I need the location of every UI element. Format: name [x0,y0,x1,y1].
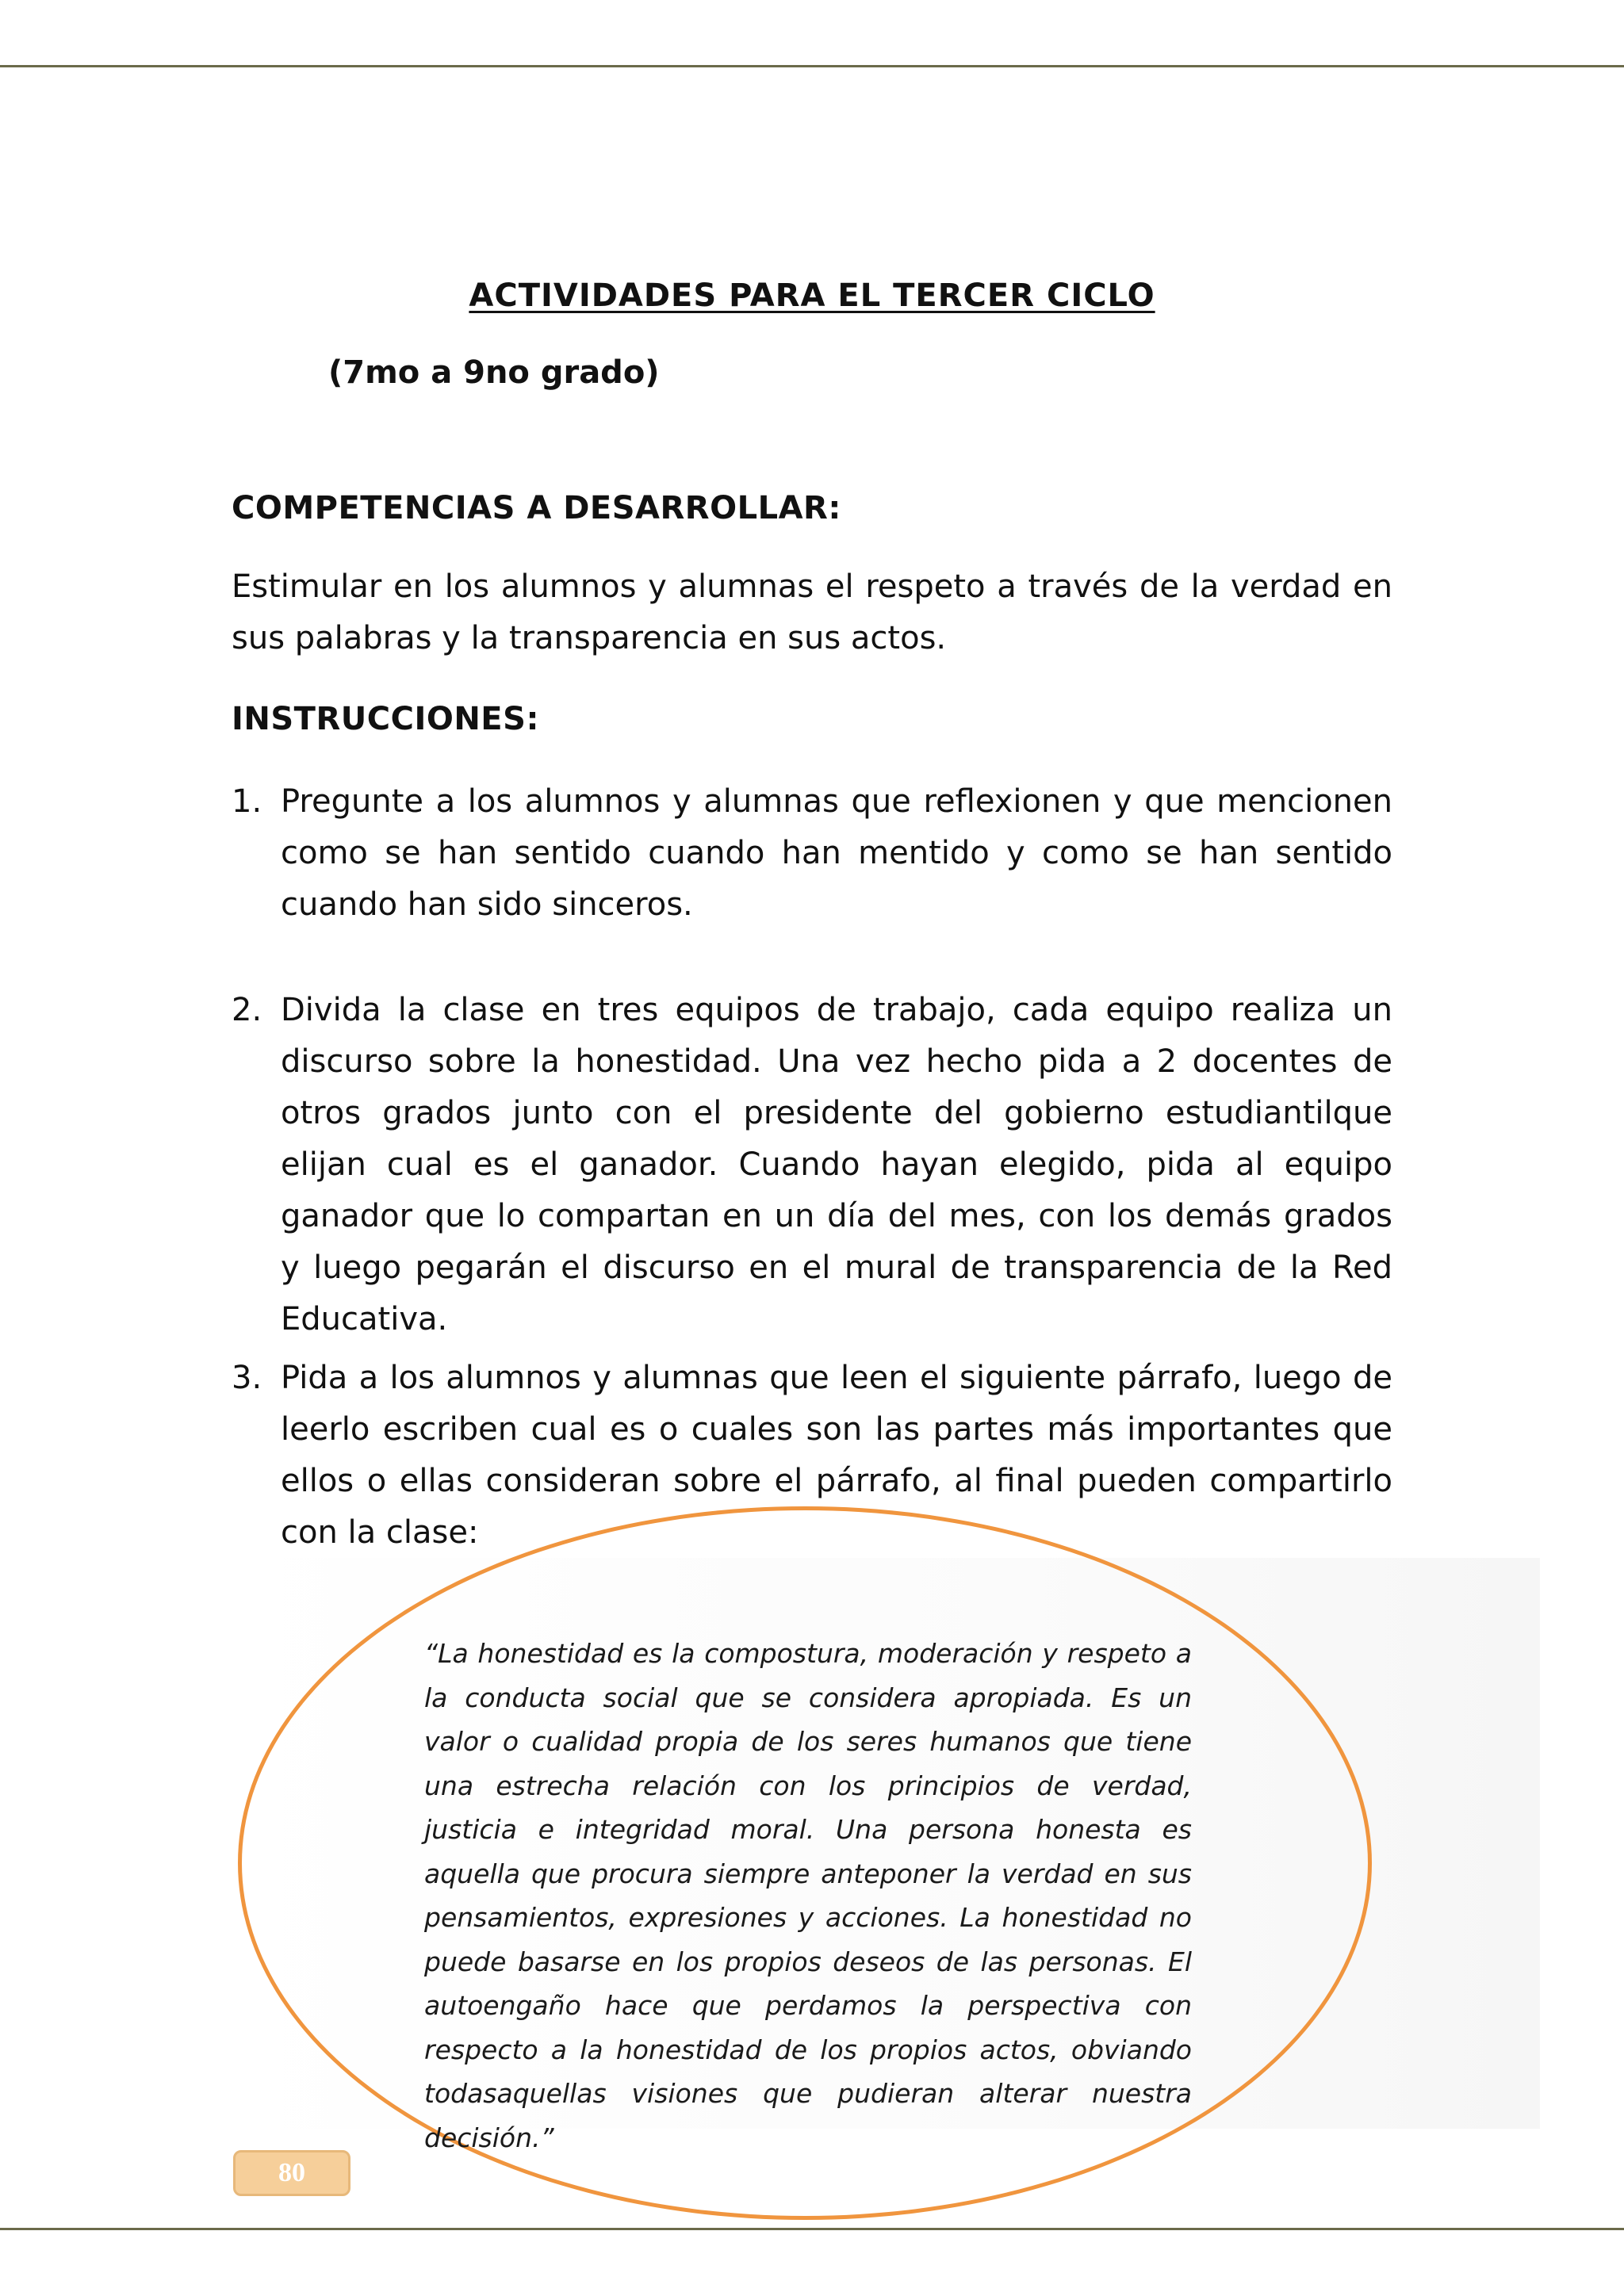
instruction-item-2 [232,985,1392,1345]
competencias-text: Estimular en los alumnos y alumnas el respeto a través de la verdad en sus palabras y la transparencia en sus actos. [232,568,1392,656]
instrucciones-heading: INSTRUCCIONES: [232,701,539,737]
page-number-badge: 80 [233,2150,350,2196]
instruction-text: Pregunte a los alumnos y alumnas que reflexionen y que mencionen como se han sentido cuando han mentido y como se han sentido cuando han sido sinceros. [281,783,1392,923]
bottom-rule [0,2228,1624,2230]
instruction-item-1 [232,776,1392,931]
instruction-text: Divida la clase en tres equipos de trabajo, cada equipo realiza un discurso sobre la honestidad. Una vez hecho pida a 2 docentes de otros grados junto con el presidente del gobierno estudiantilque elijan cual es el ganador. Cuando hayan elegido, pida al equipo ganador que lo compartan en un día del mes, con los demás grados y luego pegarán el discurso en el mural de transparencia de la Red Educativa. [281,992,1392,1337]
top-rule [0,65,1624,67]
list-number: 3. [232,1360,262,1396]
list-number: 1. [232,783,262,820]
instruction-text: Pida a los alumnos y alumnas que leen el siguiente párrafo, luego de leerlo escriben cual es o cuales son las partes más importantes que ellos o ellas consideran sobre el párrafo, al final pueden compartirlo con la clase: [281,1360,1392,1551]
competencias-heading: COMPETENCIAS A DESARROLLAR: [232,490,841,526]
list-number: 2. [232,992,262,1028]
grade-subtitle: (7mo a 9no grado) [328,354,660,391]
honesty-quote: “La honestidad es la compostura, moderación y respeto a la conducta social que se considera apropiada. Es un valor o cualidad propia de los seres humanos que tiene una estrecha relación con los principios de verdad, justicia e integridad moral. Una persona honesta es aquella que procura siempre anteponer la verdad en sus pensamientos, expresiones y acciones. La honestidad no puede basarse en los propios deseos de las personas. El autoengaño hace que perdamos la perspectiva con respecto a la honestidad de los propios actos, obviando todasaquellas visiones que pudieran alterar nuestra decisión.” [424,1638,1192,2153]
page-title: ACTIVIDADES PARA EL TERCER CICLO [469,277,1155,314]
